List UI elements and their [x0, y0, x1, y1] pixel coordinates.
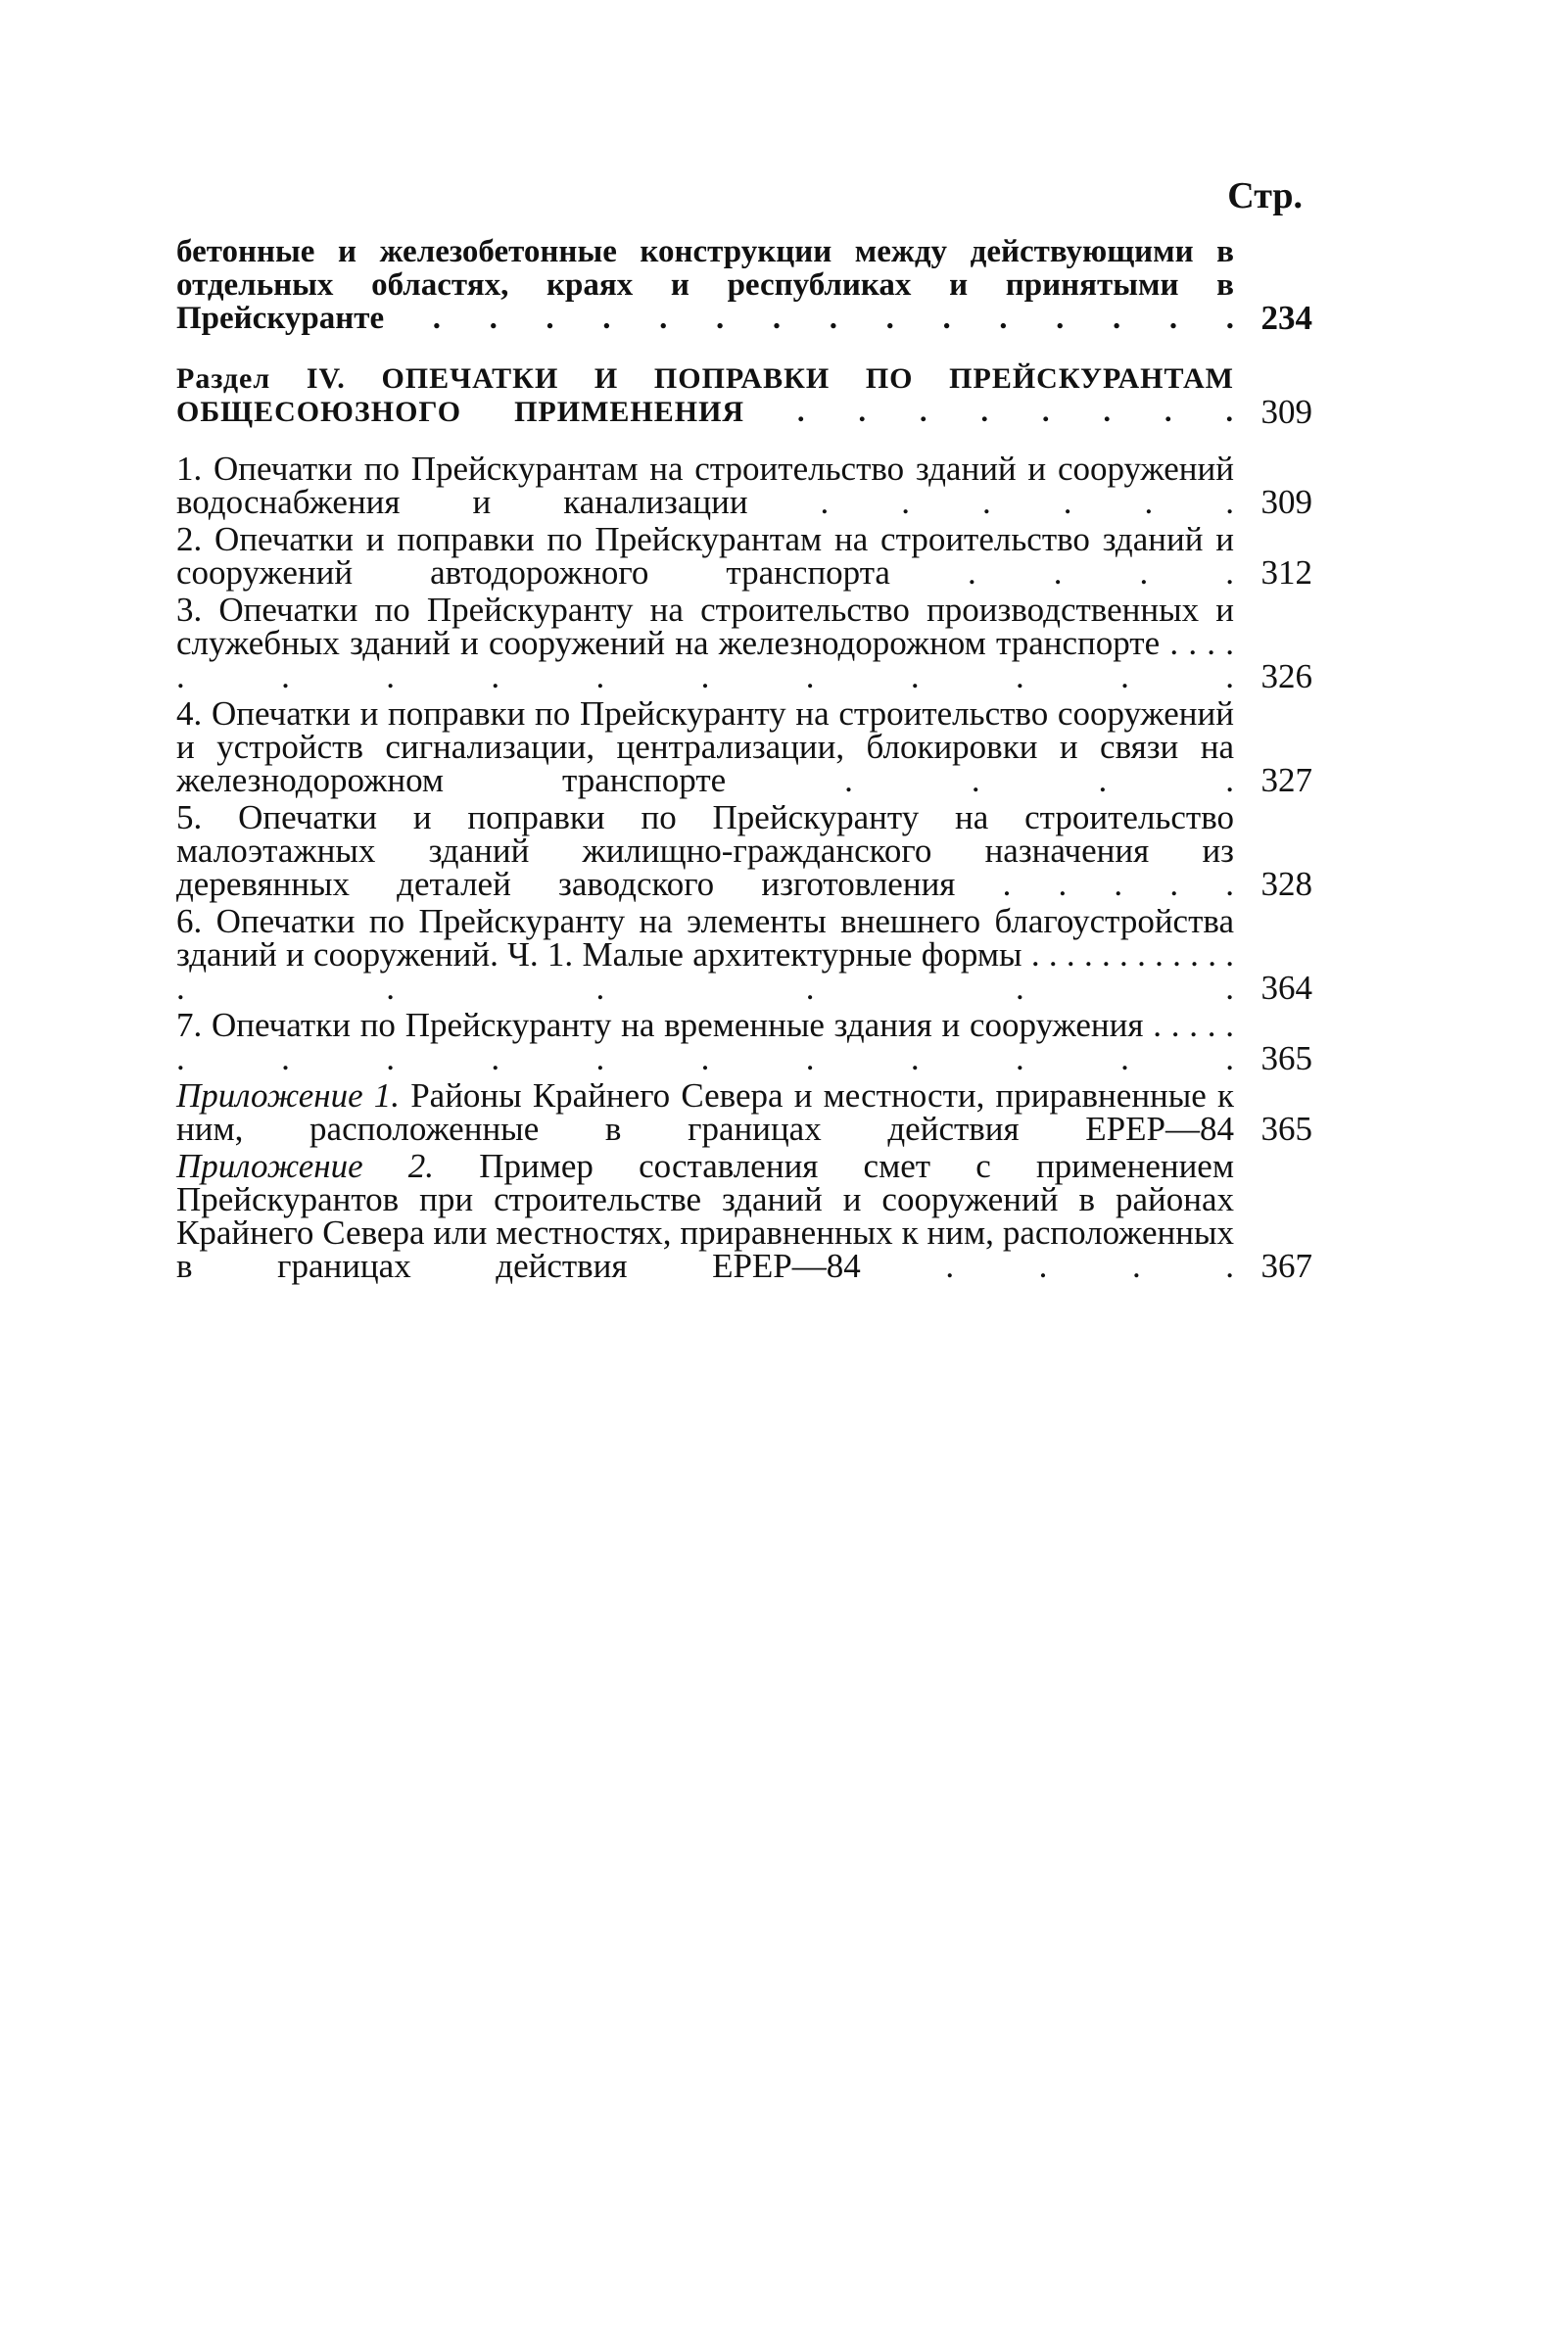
toc-entry: [176, 902, 1312, 1007]
entry-page: 326: [1260, 657, 1312, 695]
entry-text: 2. Опечатки и поправки по Прейскурантам на строительство зданий и сооружений автодорожного транспорта . . . .: [176, 520, 1234, 592]
entry-page: 309: [1260, 393, 1312, 431]
toc-entry: [176, 520, 1312, 592]
appendix-label: Приложение 2.: [176, 1147, 435, 1185]
page-column-header: Стр.: [1227, 175, 1303, 216]
entry-text: Раздел IV. ОПЕЧАТКИ И ПОПРАВКИ ПО ПРЕЙСКУРАНТАМ ОБЩЕСОЮЗНОГО ПРИМЕНЕНИЯ . . . . . . . .: [176, 362, 1234, 428]
entry-text: 3. Опечатки по Прейскуранту на строительство производственных и служебных зданий и сооружений на железнодорожном транспорте . . . . . . . . . . . . . . .: [176, 591, 1234, 695]
toc-entry: [176, 798, 1312, 903]
entry-page: 234: [1260, 299, 1312, 337]
toc-entry: [176, 1006, 1312, 1077]
toc-entry: [176, 235, 1312, 335]
entry-page: 364: [1260, 969, 1312, 1007]
toc-appendix-entry: [176, 1076, 1312, 1148]
appendix-title: Пример составления смет с применением Прейскурантов при строительстве зданий и сооружений в районах Крайнего Севера или местностях, приравненных к ним, расположенных в границах действия ЕРЕР—84 . . . .: [176, 1147, 1234, 1285]
entry-text: 5. Опечатки и поправки по Прейскуранту на строительство малоэтажных зданий жилищно-гражданского назначения из деревянных деталей заводского изготовления . . . . .: [176, 798, 1234, 903]
entry-page: 365: [1260, 1039, 1312, 1077]
toc-entry: [176, 591, 1312, 695]
toc-appendix-entry: [176, 1147, 1312, 1285]
appendix-title: Районы Крайнего Севера и местности, приравненные к ним, расположенные в границах действия ЕРЕР—84: [176, 1076, 1234, 1148]
entry-page: 327: [1260, 761, 1312, 799]
entry-text: 6. Опечатки по Прейскуранту на элементы внешнего благоустройства зданий и сооружений. Ч. 1. Малые архитектурные формы . . . . . . . . . . . . . . . . . .: [176, 902, 1234, 1007]
entry-page: 365: [1260, 1110, 1312, 1148]
entry-text: 1. Опечатки по Прейскурантам на строительство зданий и сооружений водоснабжения и канализации . . . . . .: [176, 450, 1234, 521]
entry-page: 309: [1260, 483, 1312, 521]
toc-section-heading: [176, 362, 1312, 429]
table-of-contents: [176, 235, 1312, 1287]
entry-text: [176, 1147, 1234, 1285]
entry-page: 367: [1260, 1247, 1312, 1285]
entry-text: [176, 1076, 1234, 1148]
toc-entry: [176, 694, 1312, 799]
entry-page: 312: [1260, 553, 1312, 592]
appendix-label: Приложение 1.: [176, 1076, 401, 1115]
toc-entry: [176, 452, 1312, 519]
entry-text: бетонные и железобетонные конструкции между действующими в отдельных областях, краях и республиках и принятыми в Прейскуранте . . . . . . . . . . . . . . .: [176, 234, 1234, 336]
entry-page: 328: [1260, 865, 1312, 903]
entry-text: 7. Опечатки по Прейскуранту на временные здания и сооружения . . . . . . . . . . . . . . . .: [176, 1006, 1234, 1077]
entry-text: 4. Опечатки и поправки по Прейскуранту на строительство сооружений и устройств сигнализации, централизации, блокировки и связи на железнодорожном транспорте . . . .: [176, 694, 1234, 799]
